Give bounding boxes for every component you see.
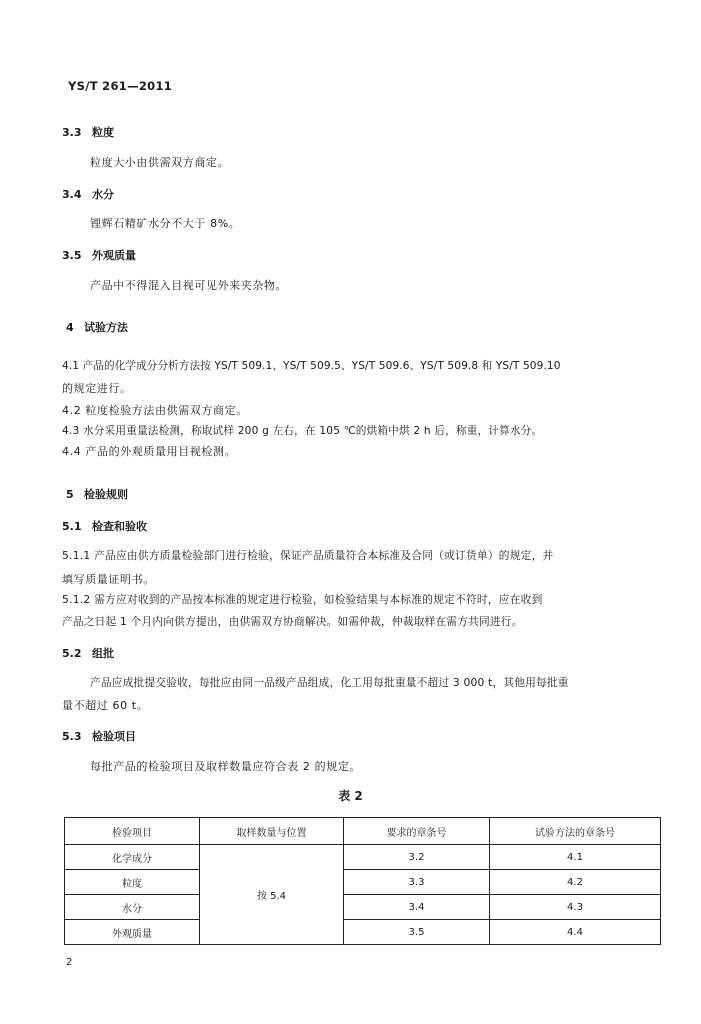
page-number: 2 [66, 957, 73, 968]
requirement-cell: 3.4 [344, 895, 490, 920]
requirement-cell: 3.3 [344, 870, 490, 895]
section-number: 5.1 [62, 520, 82, 533]
paragraph-5-1-2-line2: 产品之日起 1 个月内向供方提出，由供需双方协商解决。如需仲裁，仲裁取样在需方共同进行。 [62, 615, 523, 628]
paragraph-5-1-2-line1: 5.1.2 需方应对收到的产品按本标准的规定进行检验，如检验结果与本标准的规定不符时，应在收到 [62, 593, 543, 606]
requirement-cell: 3.2 [344, 845, 490, 870]
section-title: 试验方法 [84, 321, 128, 334]
table-row [65, 870, 661, 895]
section-heading-5-2 [62, 645, 114, 661]
section-number: 3.4 [62, 188, 82, 201]
table-2 [64, 817, 661, 945]
item-cell: 化学成分 [65, 845, 200, 870]
section-title: 水分 [92, 188, 114, 201]
table-row [65, 895, 661, 920]
item-cell: 水分 [65, 895, 200, 920]
paragraph-5-3: 每批产品的检验项目及取样数量应符合表 2 的规定。 [90, 760, 361, 773]
section-number: 3.5 [62, 249, 82, 262]
section-title: 检验规则 [84, 488, 128, 501]
item-cell: 粒度 [65, 870, 200, 895]
section-heading-3-3 [62, 124, 114, 140]
method-cell: 4.3 [490, 895, 661, 920]
table-title: 表 2 [338, 789, 363, 803]
paragraph-3-3: 粒度大小由供需双方商定。 [90, 156, 230, 169]
section-number: 5.3 [62, 730, 82, 743]
section-heading-4 [66, 319, 128, 335]
section-title: 检查和验收 [92, 520, 147, 533]
paragraph-4-1-line1: 4.1 产品的化学成分分析方法按 YS/T 509.1、YS/T 509.5、YS/T 509.6、YS/T 509.8 和 YS/T 509.10 [62, 360, 561, 372]
paragraph-5-1-1-line2: 填写质量证明书。 [62, 573, 155, 586]
section-title: 组批 [92, 647, 114, 660]
section-heading-3-5 [62, 247, 136, 263]
paragraph-3-5: 产品中不得混入目视可见外来夹杂物。 [90, 279, 288, 292]
paragraph-4-4: 4.4 产品的外观质量用目视检测。 [62, 445, 237, 458]
column-header: 检验项目 [65, 818, 200, 845]
column-header: 取样数量与位置 [200, 818, 344, 845]
section-heading-5-1 [62, 518, 147, 534]
section-heading-5-3 [62, 728, 136, 744]
section-number: 4 [66, 321, 74, 334]
section-title: 外观质量 [92, 249, 136, 262]
section-number: 5 [66, 488, 74, 501]
paragraph-4-1-line2: 的规定进行。 [62, 382, 132, 395]
table-row [65, 920, 661, 945]
table-row [65, 845, 661, 870]
method-cell: 4.1 [490, 845, 661, 870]
requirement-cell: 3.5 [344, 920, 490, 945]
method-cell: 4.4 [490, 920, 661, 945]
section-number: 3.3 [62, 126, 82, 139]
paragraph-5-2-line2: 量不超过 60 t。 [62, 699, 149, 712]
column-header: 要求的章条号 [344, 818, 490, 845]
table-header-row [65, 818, 661, 845]
paragraph-5-2-line1: 产品应成批提交验收，每批应由同一品级产品组成，化工用每批重量不超过 3 000 t，其他用每批重 [90, 676, 569, 689]
sampling-cell: 按 5.4 [200, 845, 344, 945]
standard-number: YS/T 261—2011 [68, 79, 173, 93]
paragraph-3-4: 锂辉石精矿水分不大于 8%。 [90, 217, 241, 230]
section-title: 粒度 [92, 126, 114, 139]
section-title: 检验项目 [92, 730, 136, 743]
item-cell: 外观质量 [65, 920, 200, 945]
section-heading-3-4 [62, 186, 114, 202]
paragraph-5-1-1-line1: 5.1.1 产品应由供方质量检验部门进行检验，保证产品质量符合本标准及合同（或订货单）的规定，并 [62, 549, 554, 562]
column-header: 试验方法的章条号 [490, 818, 661, 845]
section-heading-5 [66, 486, 128, 502]
paragraph-4-3: 4.3 水分采用重量法检测，称取试样 200 g 左右，在 105 ℃的烘箱中烘 2 h 后，称重，计算水分。 [62, 425, 543, 437]
method-cell: 4.2 [490, 870, 661, 895]
paragraph-4-2: 4.2 粒度检验方法由供需双方商定。 [62, 404, 248, 417]
section-number: 5.2 [62, 647, 82, 660]
